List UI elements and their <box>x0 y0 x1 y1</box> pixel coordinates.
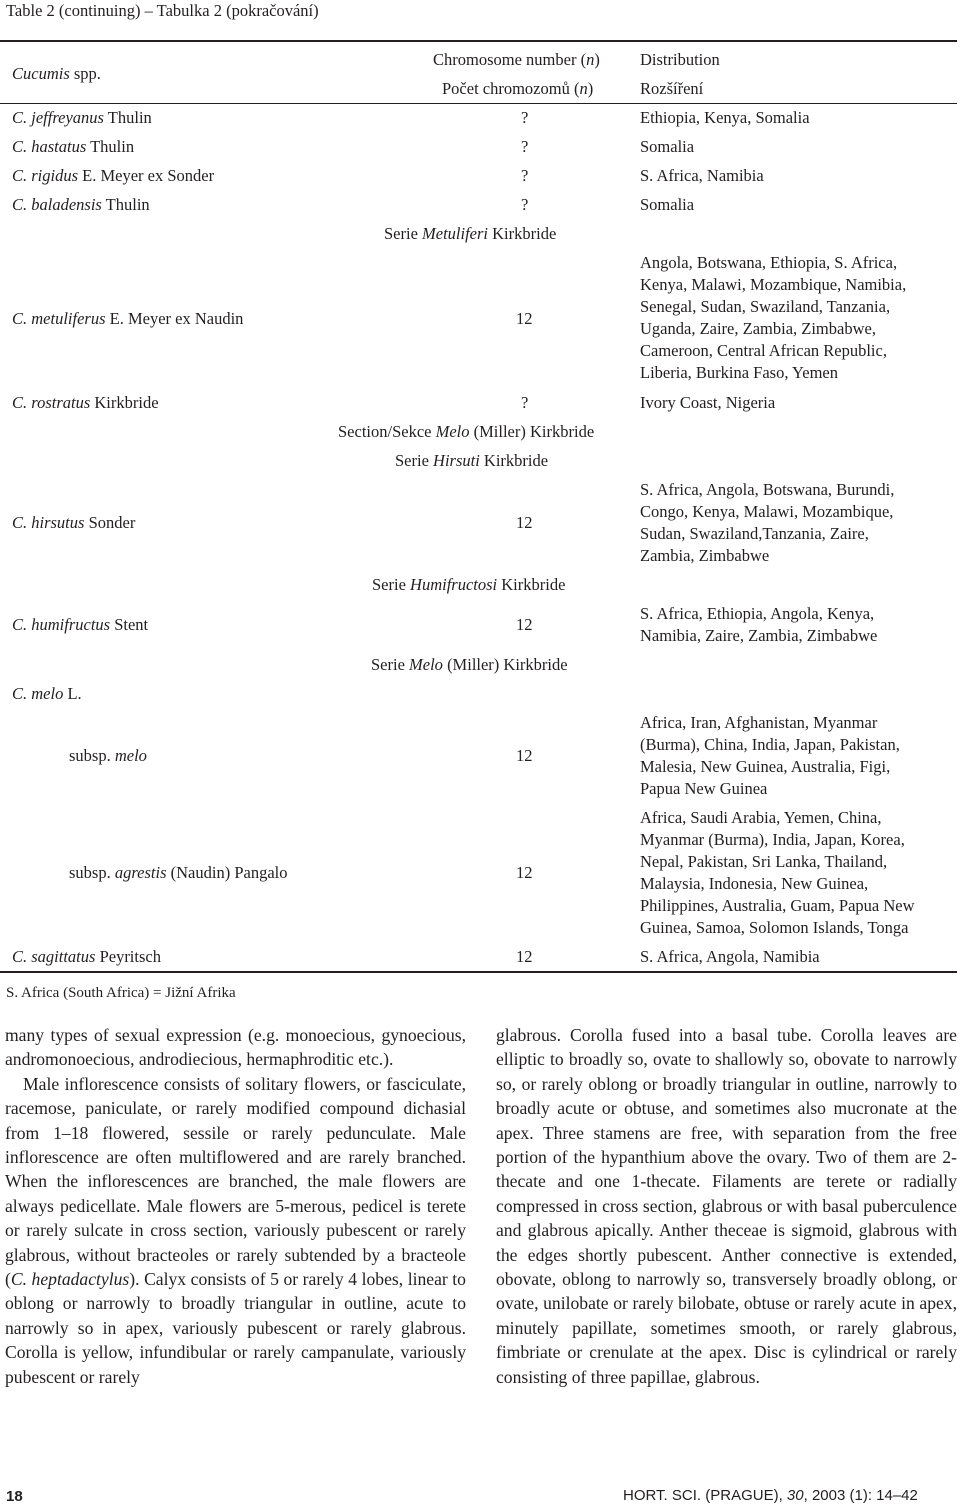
section-label: Section/Sekce Melo (Miller) Kirkbride <box>338 422 595 441</box>
species-name: C. rigidus E. Meyer ex Sonder <box>12 166 215 185</box>
header-distribution-cz: Rozšíření <box>640 79 704 98</box>
chromosome-number: 12 <box>516 513 533 532</box>
chromosome-number: ? <box>521 393 529 412</box>
series-label: Serie Humifructosi Kirkbride <box>372 575 566 594</box>
distribution: Ethiopia, Kenya, Somalia <box>640 108 810 127</box>
species-name: C. sagittatus Peyritsch <box>12 947 161 966</box>
series-label: Serie Melo (Miller) Kirkbride <box>371 655 568 674</box>
header-genus: Cucumis spp. <box>12 64 101 83</box>
species-name: C. humifructus Stent <box>12 615 149 634</box>
species-name: C. rostratus Kirkbride <box>12 393 159 412</box>
species-name: C. melo L. <box>12 684 82 703</box>
distribution: Somalia <box>640 137 695 156</box>
paragraph: Male inflorescence consists of solitary flowers, or fasciculate, racemose, paniculate, or rarely modified compound dichasial from 1–18 flowered, sessile or rarely pedunculate. Male inflorescence are often multiflowered and are rarely branched. When the inflorescences are branched, the male flowers are always pedicellate. Male flowers are 5-merous, pedicel is terete or rarely sulcate in cross section, variously pubescent or rarely glabrous, without bracteoles or rarely subtended by a bracteole (C. heptadactylus). Calyx consists of 5 or rarely 4 lobes, linear to oblong or narrowly to broadly triangular in outline, acute to narrowly so in apex, variously pubescent or rarely glabrous. Corolla is yellow, infundibular or rarely campanulate, variously pubescent or rarely <box>5 1073 466 1387</box>
chromosome-number: ? <box>521 195 529 214</box>
distribution: S. Africa, Angola, Namibia <box>640 947 820 966</box>
table-caption: Table 2 (continuing) – Tabulka 2 (pokračování) <box>6 1 319 20</box>
distribution: S. Africa, Namibia <box>640 166 764 185</box>
paragraph: glabrous. Corolla fused into a basal tube. Corolla leaves are elliptic to broadly so, ovate to shallowly so, obovate to narrowly so, or rarely oblong or broadly triangular in outline, narrowly to broadly acute or obtuse, and sometimes also mucronate at the apex. Three stamens are free, with separation from the free portion of the hypanthium above the ovary. Two of them are 2-thecate and one 1-thecate. Filaments are terete or radially compressed in cross section, glabrous or with basal puberculence and glabrous apically. Anther theceae is sigmoid, glabrous with the edges shortly pubescent. Anther connective is extended, obovate, oblong to narrowly so, transversely broadly oblong, or ovate, unilobate or rarely bilobate, obtuse or rarely acute in apex, minutely papillate, sometimes smooth, or rarely glabrous, fimbriate or crenulate at the apex. Disc is cylindrical or rarely consisting of three papillae, glabrous. <box>496 1025 957 1387</box>
species-name: C. jeffreyanus Thulin <box>12 108 152 127</box>
chromosome-number: 12 <box>516 863 533 882</box>
chromosome-number: ? <box>521 137 529 156</box>
species-name: C. hirsutus Sonder <box>12 513 136 532</box>
species-name: C. metuliferus E. Meyer ex Naudin <box>12 309 244 328</box>
page-number: 18 <box>6 1488 23 1505</box>
chromosome-number: ? <box>521 108 529 127</box>
subspecies-name: subsp. melo <box>69 746 147 765</box>
chromosome-number: 12 <box>516 615 533 634</box>
journal-citation: HORT. SCI. (PRAGUE), 30, 2003 (1): 14–42 <box>623 1487 918 1504</box>
table-top-rule <box>0 40 957 42</box>
species-name: C. hastatus Thulin <box>12 137 135 156</box>
table-footnote: S. Africa (South Africa) = Jižní Afrika <box>6 985 236 1001</box>
header-chromosome-en: Chromosome number (n) <box>433 50 600 69</box>
series-label: Serie Hirsuti Kirkbride <box>395 451 549 470</box>
distribution: Angola, Botswana, Ethiopia, S. Africa, Kenya, Malawi, Mozambique, Namibia, Senegal, Sudan, Swaziland, Tanzania, Uganda, Zaire, Zambia, Zimbabwe, Cameroon, Central African Republic, Liberia, Burkina Faso, Yemen <box>640 253 907 382</box>
chromosome-number: ? <box>521 166 529 185</box>
distribution: S. Africa, Ethiopia, Angola, Kenya, Namibia, Zaire, Zambia, Zimbabwe <box>640 604 878 645</box>
header-rule <box>0 103 957 104</box>
header-chromosome-cz: Počet chromozomů (n) <box>442 79 594 98</box>
distribution: Africa, Saudi Arabia, Yemen, China, Myanmar (Burma), India, Japan, Korea, Nepal, Pakistan, Sri Lanka, Thailand, Malaysia, Indonesia, New Guinea, Philippines, Australia, Guam, Papua New Guinea, Samoa, Solomon Islands, Tonga <box>640 808 915 937</box>
chromosome-number: 12 <box>516 309 533 328</box>
body-left-column <box>5 1023 466 1389</box>
distribution: Somalia <box>640 195 695 214</box>
distribution: Ivory Coast, Nigeria <box>640 393 776 412</box>
series-label: Serie Metuliferi Kirkbride <box>384 224 557 243</box>
species-name: C. baladensis Thulin <box>12 195 150 214</box>
chromosome-number: 12 <box>516 746 533 765</box>
body-right-column <box>496 1023 957 1389</box>
chromosome-number: 12 <box>516 947 533 966</box>
header-distribution-en: Distribution <box>640 50 720 69</box>
table-bottom-rule <box>0 971 957 973</box>
paragraph: many types of sexual expression (e.g. monoecious, gynoecious, andromonoecious, androdiecious, hermaphroditic etc.). <box>5 1025 466 1070</box>
subspecies-name: subsp. agrestis (Naudin) Pangalo <box>69 863 288 882</box>
distribution: Africa, Iran, Afghanistan, Myanmar (Burma), China, India, Japan, Pakistan, Malesia, New Guinea, Australia, Figi, Papua New Guinea <box>640 713 900 798</box>
distribution: S. Africa, Angola, Botswana, Burundi, Congo, Kenya, Malawi, Mozambique, Sudan, Swaziland,Tanzania, Zaire, Zambia, Zimbabwe <box>640 480 895 565</box>
